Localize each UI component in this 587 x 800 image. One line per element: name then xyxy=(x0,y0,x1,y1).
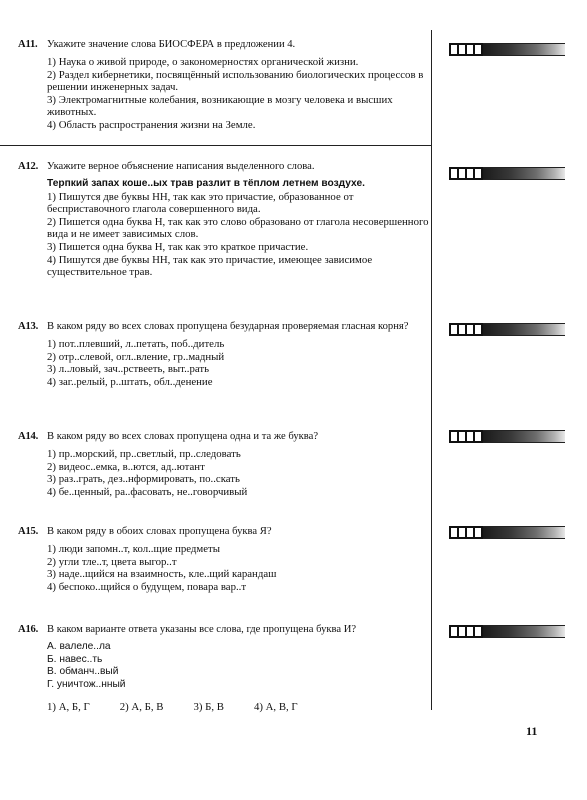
answer-option[interactable]: 3) Б, В xyxy=(193,701,224,714)
answer-option[interactable]: 4) Пишутся две буквы НН, так как это причастие, имеющее зависимое существительное трав. xyxy=(47,253,373,279)
answer-option[interactable]: 2) А, Б, В xyxy=(119,701,164,714)
answer-box-a15[interactable] xyxy=(449,526,565,539)
answer-option[interactable]: 2) Раздел кибернетики, посвящённый использованию биологических процессов в решении инженерных задач. xyxy=(47,68,424,94)
answer-options-row xyxy=(47,701,430,714)
answer-option[interactable]: 4) бе..ценный, ра..фасовать, не..говорчивый xyxy=(47,485,248,498)
answer-option[interactable]: 3) Пишется одна буква Н, так как это краткое причастие. xyxy=(47,240,309,253)
question-text: Укажите верное объяснение написания выделенного слова. xyxy=(47,161,315,172)
question-number: A11. xyxy=(18,39,38,50)
question-number: A14. xyxy=(18,431,39,442)
example-sentence: Терпкий запах коше..ых трав разлит в тёплом летнем воздухе. xyxy=(47,178,365,189)
answer-option[interactable]: 4) заг..релый, р..штать, обл..денение xyxy=(47,375,213,388)
answer-box-a12[interactable] xyxy=(449,167,565,180)
page-number: 11 xyxy=(526,724,538,738)
question-a13 xyxy=(18,320,430,388)
question-a16 xyxy=(18,623,430,714)
answer-option[interactable]: 1) Наука о живой природе, о закономерностях органической жизни. xyxy=(47,56,359,68)
question-number: A12. xyxy=(18,161,39,172)
question-text: В каком ряду в обоих словах пропущена буква Я? xyxy=(47,526,272,537)
answer-option[interactable]: 1) А, Б, Г xyxy=(47,701,90,714)
question-text: Укажите значение слова БИОСФЕРА в предложении 4. xyxy=(47,39,296,50)
margin-rule xyxy=(431,30,432,710)
answer-box-a11[interactable] xyxy=(449,43,565,56)
word-item: Б. навес..ть xyxy=(47,653,103,665)
question-number: A16. xyxy=(18,624,39,635)
question-text: В каком варианте ответа указаны все слова, где пропущена буква И? xyxy=(47,624,357,635)
answer-option[interactable]: 1) пр..морский, пр..светлый, пр..следовать xyxy=(47,448,241,460)
answer-option[interactable]: 1) Пишутся две буквы НН, так как это причастие, образованное от бесприставочного глагола совершенного вида. xyxy=(47,190,354,216)
question-a12 xyxy=(18,160,430,279)
answer-option[interactable]: 4) беспоко..щийся о будущем, повара вар..т xyxy=(47,580,247,593)
answer-box-a13[interactable] xyxy=(449,323,565,336)
word-item: А. валеле..ла xyxy=(47,641,111,652)
answer-option[interactable]: 1) люди запомн..т, кол..щие предметы xyxy=(47,543,221,555)
answer-option[interactable]: 3) Электромагнитные колебания, возникающие в мозгу человека и высших животных. xyxy=(47,93,393,119)
word-item: В. обманч..вый xyxy=(47,666,119,678)
answer-option[interactable]: 2) видеос..емка, в..ются, ад..ютант xyxy=(47,460,205,473)
question-a11 xyxy=(18,38,430,132)
divider xyxy=(0,145,431,146)
answer-box-a16[interactable] xyxy=(449,625,565,638)
word-item: Г. уничтож..нный xyxy=(47,678,126,690)
question-text: В каком ряду во всех словах пропущена безударная проверяемая гласная корня? xyxy=(47,321,409,332)
answer-option[interactable]: 2) Пишется одна буква Н, так как это слово образовано от глагола несовершенного вида и не имеет зависимых слов. xyxy=(47,215,429,241)
question-number: A15. xyxy=(18,526,39,537)
answer-option[interactable]: 3) раз..грать, дез..нформировать, по..скать xyxy=(47,473,240,486)
answer-option[interactable]: 4) Область распространения жизни на Земле. xyxy=(47,118,256,131)
question-a14 xyxy=(18,430,430,498)
answer-option[interactable]: 4) А, В, Г xyxy=(253,701,298,714)
answer-option[interactable]: 3) наде..щийся на взаимность, кле..щий карандаш xyxy=(47,568,277,581)
question-number: A13. xyxy=(18,321,39,332)
answer-option[interactable]: 1) пот..плевший, л..петать, поб..дитель xyxy=(47,338,225,350)
answer-option[interactable]: 3) л..ловый, зач..рствееть, выт..рать xyxy=(47,363,210,376)
question-text: В каком ряду во всех словах пропущена одна и та же буква? xyxy=(47,431,319,442)
answer-option[interactable]: 2) отр..слевой, огл..вление, гр..мадный xyxy=(47,350,225,363)
answer-box-a14[interactable] xyxy=(449,430,565,443)
question-a15 xyxy=(18,525,430,593)
answer-option[interactable]: 2) угли тле..т, цвета выгор..т xyxy=(47,555,177,568)
